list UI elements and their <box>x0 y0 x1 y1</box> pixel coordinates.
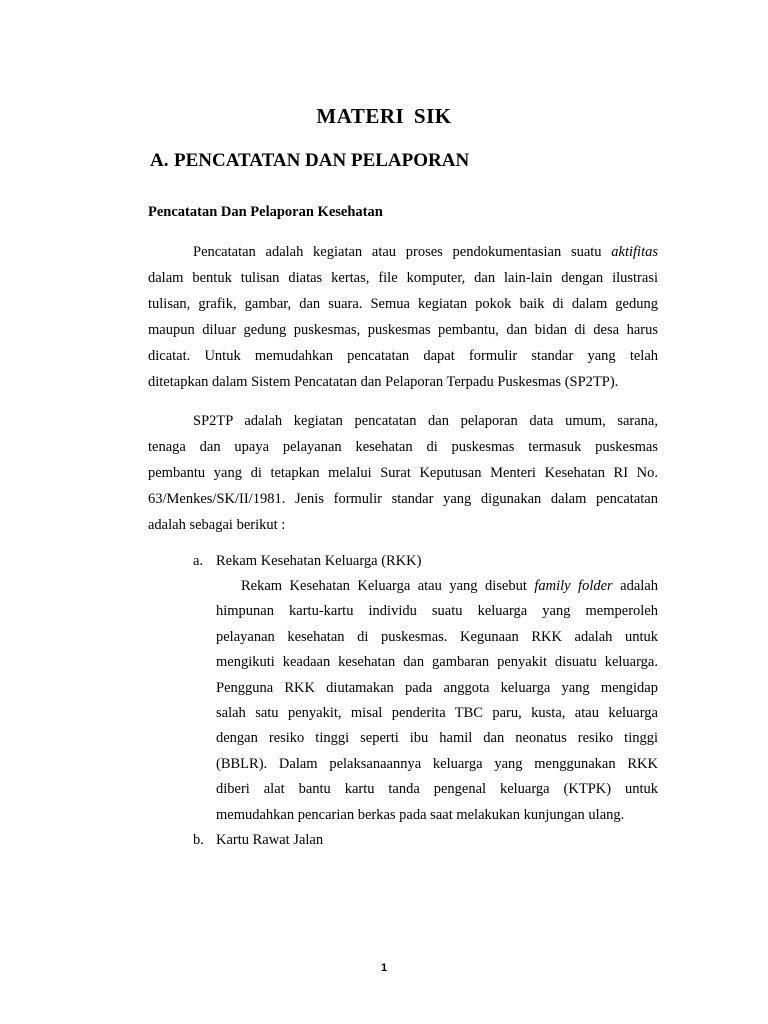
paragraph-line: memudahkan pencarian berkas pada saat melakukan kunjungan ulang. <box>216 806 625 823</box>
paragraph-line: tulisan, grafik, gambar, dan suara. Semua kegiatan pokok baik di dalam gedung <box>148 296 658 312</box>
section-heading <box>150 150 469 172</box>
paragraph-line: mengikuti keadaan kesehatan dan gambaran penyakit disuatu keluarga. <box>216 654 658 671</box>
paragraph-line: himpunan kartu-kartu individu suatu keluarga yang memperoleh <box>216 603 658 620</box>
paragraph-line: dengan resiko tinggi seperti ibu hamil dan neonatus resiko tinggi <box>216 730 658 747</box>
list-item-rkk-body <box>216 574 658 828</box>
paragraph-line: Pencatatan adalah kegiatan atau proses pendokumentasian suatu aktifitas <box>193 244 659 260</box>
paragraph-line: ditetapkan dalam Sistem Pencatatan dan Pelaporan Terpadu Puskesmas (SP2TP). <box>148 374 619 390</box>
subheading: Pencatatan Dan Pelaporan Kesehatan <box>148 204 383 220</box>
paragraph-pencatatan <box>148 239 658 395</box>
paragraph-line: (BBLR). Dalam pelaksanaannya keluarga yang menggunakan RKK <box>216 755 658 772</box>
document-title: MATERI SIK <box>316 104 452 128</box>
list-item-label: Rekam Kesehatan Keluarga (RKK) <box>216 553 422 569</box>
paragraph-line: Rekam Kesehatan Keluarga atau yang disebut family folder adalah <box>241 578 658 594</box>
list-marker: b. <box>193 832 204 848</box>
paragraph-line: salah satu penyakit, misal penderita TBC paru, kusta, atau keluarga <box>216 704 658 721</box>
list-marker: a. <box>193 553 204 569</box>
paragraph-line: 63/Menkes/SK/II/1981. Jenis formulir standar yang digunakan dalam pencatatan <box>148 491 658 507</box>
paragraph-line: pelayanan kesehatan di puskesmas. Kegunaan RKK adalah untuk <box>216 628 658 645</box>
paragraph-line: dalam bentuk tulisan diatas kertas, file komputer, dan lain-lain dengan ilustrasi <box>148 270 658 286</box>
list-item-kartu-rawat-jalan <box>193 832 323 849</box>
paragraph-line: maupun diluar gedung puskesmas, puskesmas pembantu, dan bidan di desa harus <box>148 322 658 338</box>
paragraph-line: tenaga dan upaya pelayanan kesehatan di puskesmas termasuk puskesmas <box>148 439 658 455</box>
paragraph-line: Pengguna RKK diutamakan pada anggota keluarga yang mengidap <box>216 679 658 696</box>
list-item-label: Kartu Rawat Jalan <box>216 832 324 848</box>
paragraph-line: pembantu yang di tetapkan melalui Surat Keputusan Menteri Kesehatan RI No. <box>148 465 658 481</box>
section-letter: A. <box>150 150 169 171</box>
paragraph-line: dicatat. Untuk memudahkan pencatatan dapat formulir standar yang telah <box>148 348 658 364</box>
paragraph-line: SP2TP adalah kegiatan pencatatan dan pelaporan data umum, sarana, <box>193 413 658 429</box>
section-heading-text: PENCATATAN DAN PELAPORAN <box>174 150 470 171</box>
italic-term: aktifitas <box>611 244 659 260</box>
paragraph-line: adalah sebagai berikut : <box>148 517 286 533</box>
paragraph-sp2tp <box>148 408 658 538</box>
list-item-rkk <box>193 553 421 570</box>
paragraph-line: diberi alat bantu kartu tanda pengenal keluarga (KTPK) untuk <box>216 781 658 798</box>
page-number: 1 <box>380 962 388 974</box>
italic-term: family folder <box>534 578 613 594</box>
